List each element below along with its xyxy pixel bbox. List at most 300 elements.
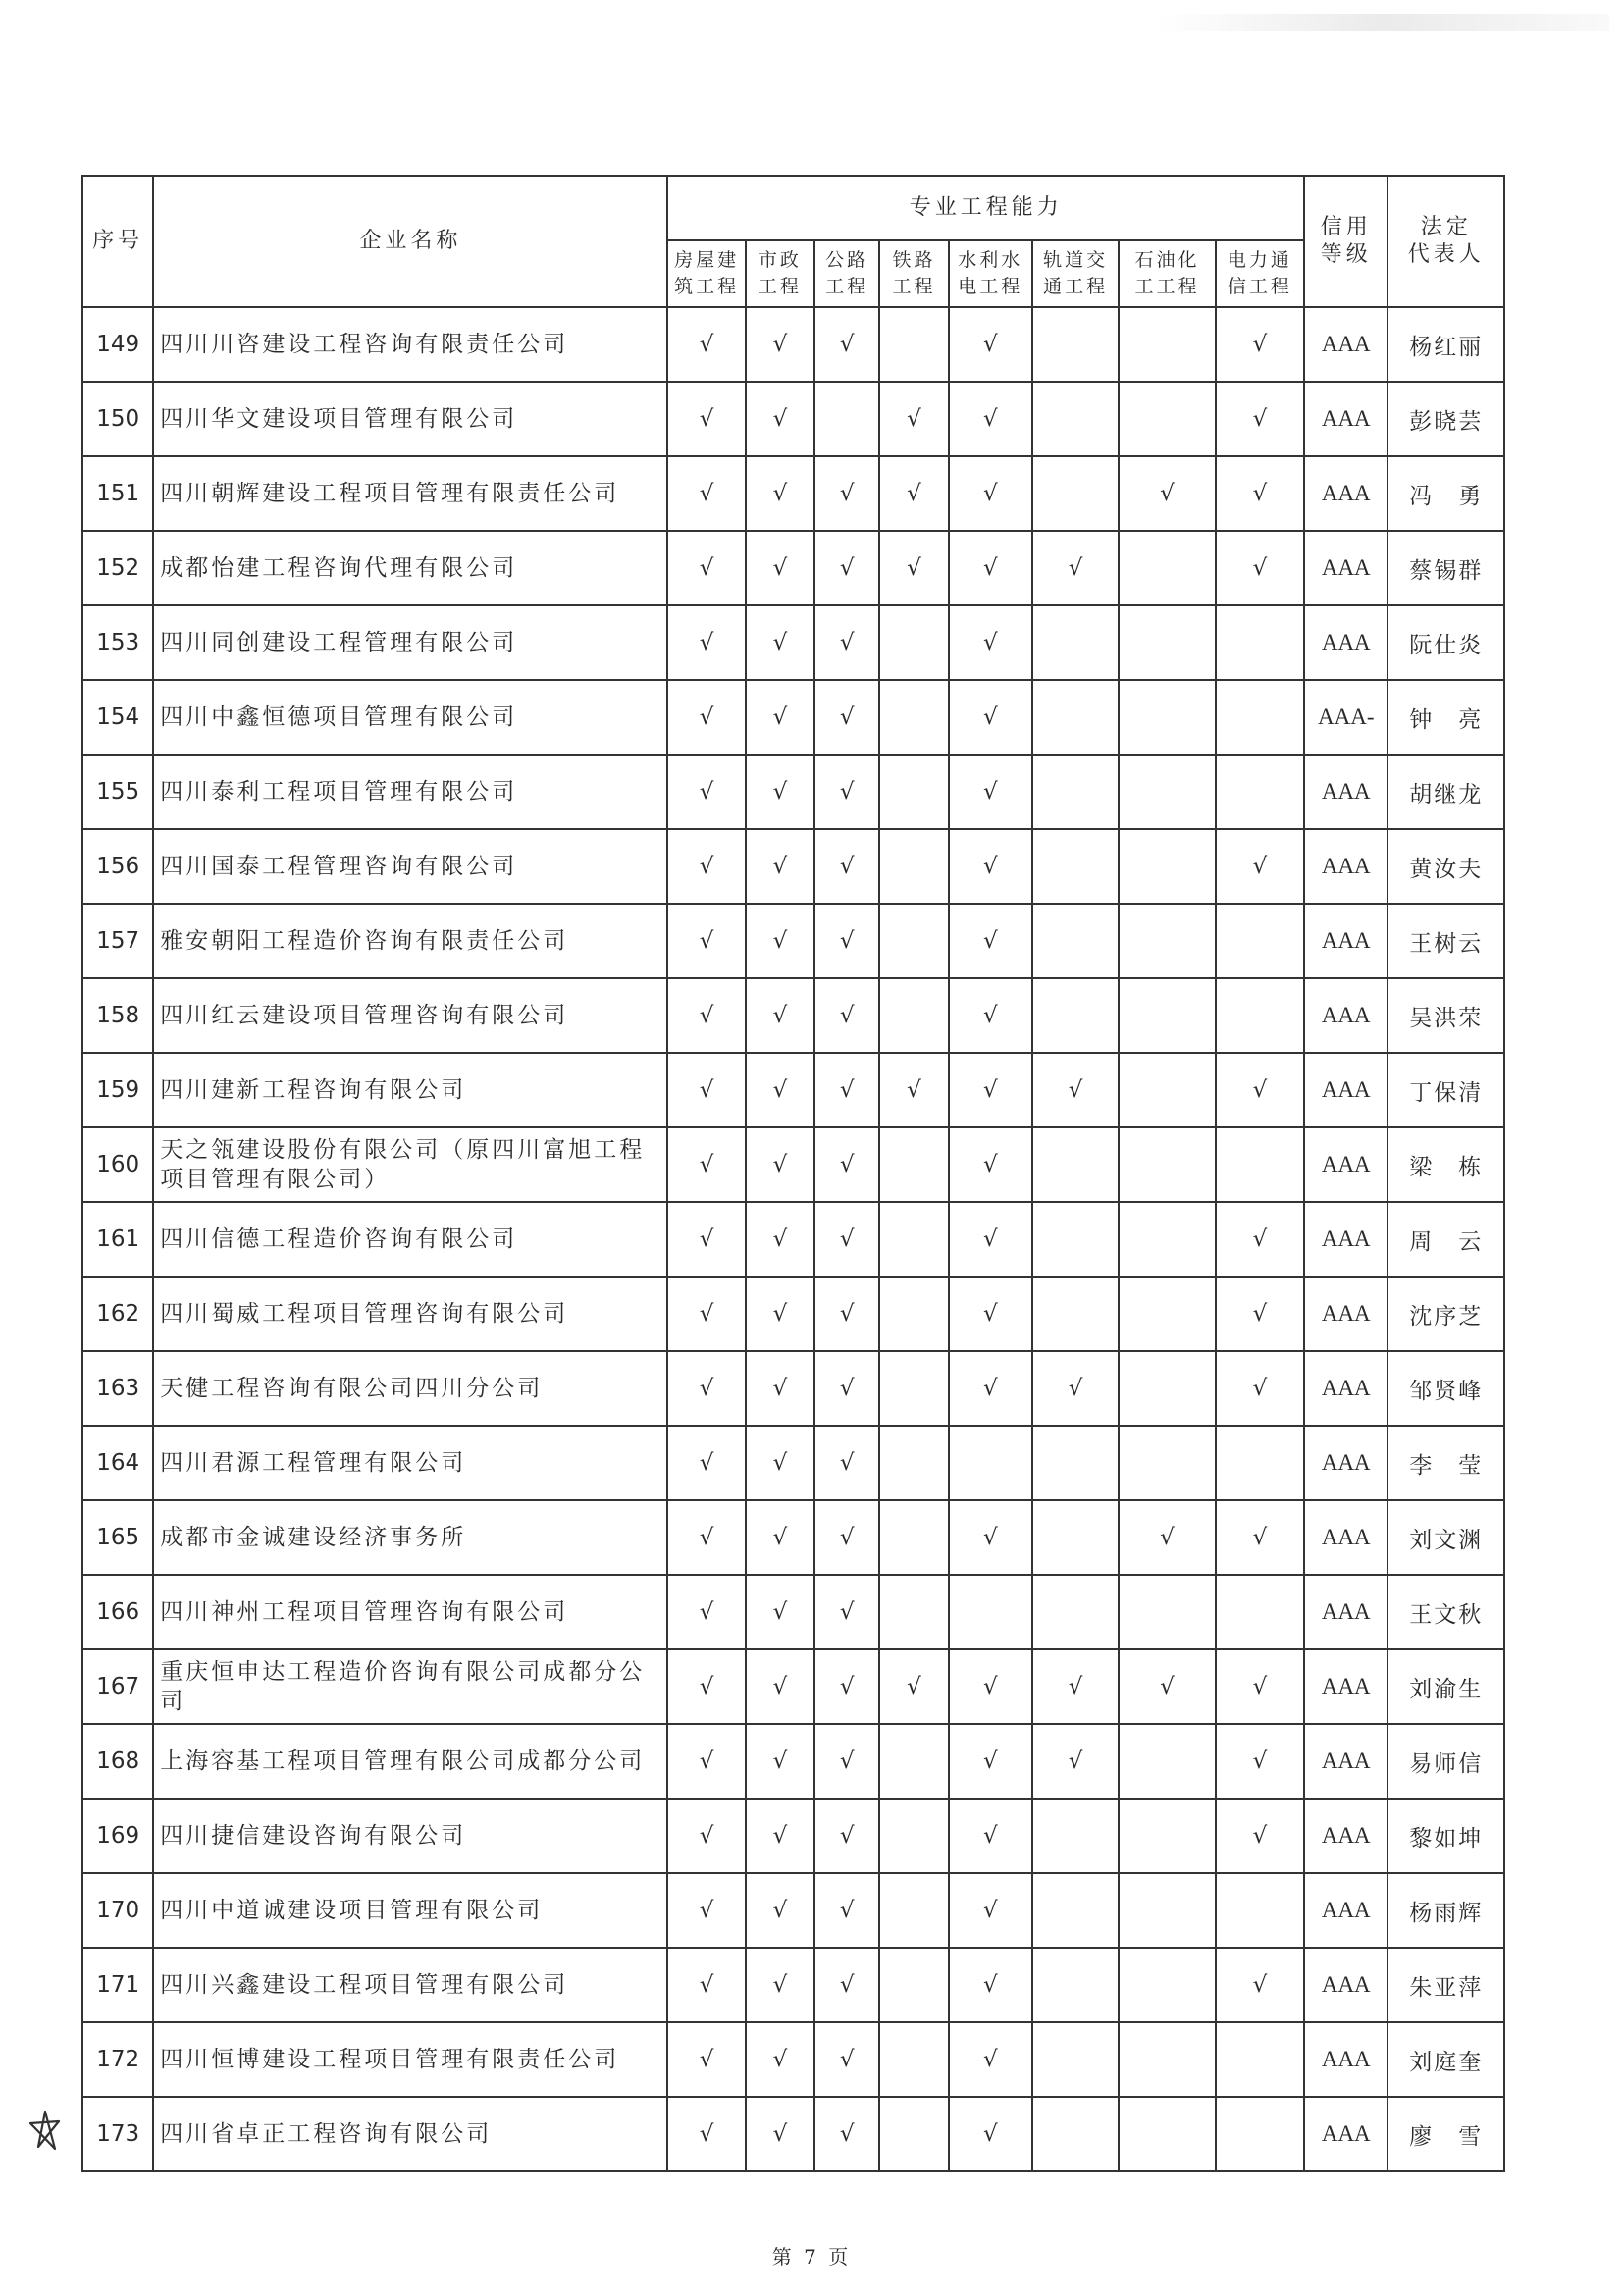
ability-cell bbox=[879, 1127, 948, 1202]
ability-cell bbox=[1032, 1202, 1119, 1277]
table-row bbox=[82, 1277, 1504, 1351]
check-mark: √ bbox=[772, 2047, 788, 2072]
check-mark: √ bbox=[1252, 1077, 1268, 1103]
ability-cell bbox=[814, 1426, 879, 1500]
ability-cell bbox=[814, 978, 879, 1053]
check-mark: √ bbox=[699, 1152, 714, 1177]
check-mark: √ bbox=[839, 332, 855, 357]
ability-cell bbox=[879, 456, 948, 531]
table-row bbox=[82, 1351, 1504, 1426]
check-mark: √ bbox=[839, 1525, 855, 1550]
ability-cell bbox=[1119, 680, 1215, 755]
check-mark: √ bbox=[772, 481, 788, 506]
ability-cell bbox=[1119, 978, 1215, 1053]
credit-rating: AAA bbox=[1304, 1500, 1387, 1575]
ability-cell bbox=[1032, 456, 1119, 531]
check-mark: √ bbox=[699, 1003, 714, 1028]
check-mark: √ bbox=[1252, 1748, 1268, 1774]
check-mark: √ bbox=[982, 1525, 998, 1550]
credit-rating: AAA bbox=[1304, 382, 1387, 456]
ability-cell bbox=[1032, 829, 1119, 904]
ability-cell bbox=[667, 1426, 745, 1500]
ability-cell bbox=[949, 1202, 1032, 1277]
check-mark: √ bbox=[839, 1226, 855, 1252]
company-name: 四川恒博建设工程项目管理有限责任公司 bbox=[153, 2022, 667, 2097]
check-mark: √ bbox=[982, 1823, 998, 1849]
check-mark: √ bbox=[839, 1301, 855, 1327]
check-mark: √ bbox=[982, 481, 998, 506]
check-mark: √ bbox=[772, 1748, 788, 1774]
check-mark: √ bbox=[982, 332, 998, 357]
ability-cell bbox=[667, 1053, 745, 1127]
ability-cell bbox=[746, 2022, 814, 2097]
header-credit: 信用 等级 bbox=[1304, 176, 1387, 307]
check-mark: √ bbox=[772, 779, 788, 805]
ability-cell bbox=[1032, 1799, 1119, 1873]
check-mark: √ bbox=[982, 1972, 998, 1998]
ability-cell bbox=[667, 829, 745, 904]
ability-cell bbox=[814, 829, 879, 904]
ability-cell bbox=[667, 1127, 745, 1202]
header-ability: 专业工程能力 bbox=[667, 176, 1304, 240]
row-number: 162 bbox=[82, 1277, 153, 1351]
ability-cell bbox=[814, 1202, 879, 1277]
check-mark: √ bbox=[907, 1674, 921, 1699]
table-row bbox=[82, 1649, 1504, 1724]
company-name: 四川朝辉建设工程项目管理有限责任公司 bbox=[153, 456, 667, 531]
ability-cell bbox=[814, 1127, 879, 1202]
check-mark: √ bbox=[772, 1525, 788, 1550]
ability-cell bbox=[1032, 1948, 1119, 2022]
company-name: 四川捷信建设咨询有限公司 bbox=[153, 1799, 667, 1873]
credit-rating: AAA bbox=[1304, 605, 1387, 680]
row-number: 163 bbox=[82, 1351, 153, 1426]
ability-cell bbox=[814, 1500, 879, 1575]
check-mark: √ bbox=[699, 1599, 714, 1625]
ability-cell bbox=[879, 978, 948, 1053]
ability-cell bbox=[746, 456, 814, 531]
ability-cell bbox=[1216, 1575, 1304, 1649]
legal-representative: 邹贤峰 bbox=[1387, 1351, 1504, 1426]
table-row bbox=[82, 1948, 1504, 2022]
table-row bbox=[82, 978, 1504, 1053]
credit-rating: AAA bbox=[1304, 1202, 1387, 1277]
row-number: 158 bbox=[82, 978, 153, 1053]
check-mark: √ bbox=[1252, 481, 1268, 506]
ability-cell bbox=[667, 1277, 745, 1351]
check-mark: √ bbox=[772, 1599, 788, 1625]
check-mark: √ bbox=[839, 481, 855, 506]
credit-rating: AAA bbox=[1304, 1873, 1387, 1948]
ability-cell bbox=[879, 1575, 948, 1649]
legal-representative: 杨红丽 bbox=[1387, 307, 1504, 382]
check-mark: √ bbox=[699, 481, 714, 506]
row-number: 155 bbox=[82, 755, 153, 829]
check-mark: √ bbox=[772, 1450, 788, 1476]
ability-cell bbox=[1216, 2022, 1304, 2097]
ability-cell bbox=[746, 1500, 814, 1575]
ability-cell bbox=[949, 307, 1032, 382]
row-number: 169 bbox=[82, 1799, 153, 1873]
check-mark: √ bbox=[1252, 1376, 1268, 1401]
ability-cell bbox=[949, 1426, 1032, 1500]
ability-cell bbox=[814, 1873, 879, 1948]
table-row bbox=[82, 1799, 1504, 1873]
table-row bbox=[82, 531, 1504, 605]
credit-rating: AAA- bbox=[1304, 680, 1387, 755]
legal-representative: 胡继龙 bbox=[1387, 755, 1504, 829]
legal-representative: 朱亚萍 bbox=[1387, 1948, 1504, 2022]
ability-cell bbox=[1119, 1873, 1215, 1948]
ability-cell bbox=[1032, 1873, 1119, 1948]
ability-column-header: 电力通 信工程 bbox=[1216, 240, 1304, 307]
ability-cell bbox=[1216, 456, 1304, 531]
ability-column-header: 公路 工程 bbox=[814, 240, 879, 307]
ability-cell bbox=[949, 1649, 1032, 1724]
ability-cell bbox=[814, 904, 879, 978]
ability-cell bbox=[667, 755, 745, 829]
table-row bbox=[82, 1873, 1504, 1948]
company-name: 四川国泰工程管理咨询有限公司 bbox=[153, 829, 667, 904]
ability-cell bbox=[1032, 1127, 1119, 1202]
check-mark: √ bbox=[699, 332, 714, 357]
ability-cell bbox=[746, 1799, 814, 1873]
ability-cell bbox=[746, 1127, 814, 1202]
ability-cell bbox=[1119, 1053, 1215, 1127]
check-mark: √ bbox=[982, 555, 998, 581]
check-mark: √ bbox=[772, 1376, 788, 1401]
handwritten-star-mark bbox=[26, 2108, 65, 2155]
ability-cell bbox=[879, 1873, 948, 1948]
ability-cell bbox=[746, 1202, 814, 1277]
ability-cell bbox=[949, 755, 1032, 829]
table-row bbox=[82, 1202, 1504, 1277]
ability-cell bbox=[667, 1649, 745, 1724]
ability-cell bbox=[879, 1202, 948, 1277]
check-mark: √ bbox=[839, 630, 855, 655]
header-rep: 法定 代表人 bbox=[1387, 176, 1504, 307]
company-name: 四川华文建设项目管理有限公司 bbox=[153, 382, 667, 456]
ability-cell bbox=[1032, 2097, 1119, 2171]
check-mark: √ bbox=[1252, 1972, 1268, 1998]
legal-representative: 李 莹 bbox=[1387, 1426, 1504, 1500]
credit-rating: AAA bbox=[1304, 1649, 1387, 1724]
ability-cell bbox=[949, 531, 1032, 605]
credit-rating: AAA bbox=[1304, 531, 1387, 605]
check-mark: √ bbox=[699, 2121, 714, 2147]
check-mark: √ bbox=[1252, 332, 1268, 357]
ability-cell bbox=[879, 1351, 948, 1426]
legal-representative: 王树云 bbox=[1387, 904, 1504, 978]
check-mark: √ bbox=[982, 1898, 998, 1923]
check-mark: √ bbox=[1252, 555, 1268, 581]
ability-cell bbox=[1216, 1426, 1304, 1500]
legal-representative: 梁 栋 bbox=[1387, 1127, 1504, 1202]
ability-cell bbox=[1216, 1649, 1304, 1724]
check-mark: √ bbox=[839, 1376, 855, 1401]
company-name: 上海容基工程项目管理有限公司成都分公司 bbox=[153, 1724, 667, 1799]
ability-cell bbox=[1216, 1202, 1304, 1277]
check-mark: √ bbox=[772, 928, 788, 954]
check-mark: √ bbox=[699, 1898, 714, 1923]
table-row bbox=[82, 755, 1504, 829]
check-mark: √ bbox=[982, 1003, 998, 1028]
ability-cell bbox=[1032, 1351, 1119, 1426]
check-mark: √ bbox=[699, 1674, 714, 1699]
ability-cell bbox=[1216, 1724, 1304, 1799]
ability-cell bbox=[1216, 904, 1304, 978]
ability-cell bbox=[879, 680, 948, 755]
check-mark: √ bbox=[839, 1077, 855, 1103]
ability-cell bbox=[746, 904, 814, 978]
check-mark: √ bbox=[699, 1972, 714, 1998]
check-mark: √ bbox=[699, 928, 714, 954]
check-mark: √ bbox=[839, 1823, 855, 1849]
ability-cell bbox=[949, 1351, 1032, 1426]
credit-rating: AAA bbox=[1304, 1277, 1387, 1351]
table-row bbox=[82, 382, 1504, 456]
ability-cell bbox=[1032, 307, 1119, 382]
row-number: 171 bbox=[82, 1948, 153, 2022]
ability-cell bbox=[746, 1277, 814, 1351]
ability-cell bbox=[949, 904, 1032, 978]
ability-cell bbox=[879, 1053, 948, 1127]
row-number: 165 bbox=[82, 1500, 153, 1575]
ability-cell bbox=[1119, 1948, 1215, 2022]
ability-cell bbox=[879, 531, 948, 605]
row-number: 149 bbox=[82, 307, 153, 382]
check-mark: √ bbox=[699, 406, 714, 432]
ability-cell bbox=[879, 904, 948, 978]
ability-cell bbox=[746, 1649, 814, 1724]
company-name: 四川君源工程管理有限公司 bbox=[153, 1426, 667, 1500]
ability-cell bbox=[746, 1948, 814, 2022]
ability-cell bbox=[1216, 382, 1304, 456]
ability-cell bbox=[1119, 2097, 1215, 2171]
company-name: 四川川咨建设工程咨询有限责任公司 bbox=[153, 307, 667, 382]
ability-cell bbox=[1119, 456, 1215, 531]
ability-cell bbox=[814, 1053, 879, 1127]
check-mark: √ bbox=[772, 1003, 788, 1028]
check-mark: √ bbox=[982, 1077, 998, 1103]
ability-cell bbox=[814, 1799, 879, 1873]
row-number: 156 bbox=[82, 829, 153, 904]
check-mark: √ bbox=[982, 704, 998, 730]
check-mark: √ bbox=[839, 555, 855, 581]
table-row bbox=[82, 1575, 1504, 1649]
ability-cell bbox=[879, 307, 948, 382]
ability-cell bbox=[1216, 605, 1304, 680]
credit-rating: AAA bbox=[1304, 1575, 1387, 1649]
ability-column-header: 石油化 工工程 bbox=[1119, 240, 1215, 307]
credit-rating: AAA bbox=[1304, 307, 1387, 382]
check-mark: √ bbox=[699, 1525, 714, 1550]
ability-cell bbox=[949, 1277, 1032, 1351]
ability-cell bbox=[949, 1799, 1032, 1873]
header-seq: 序号 bbox=[82, 176, 153, 307]
table-row bbox=[82, 1500, 1504, 1575]
check-mark: √ bbox=[907, 555, 921, 581]
row-number: 167 bbox=[82, 1649, 153, 1724]
ability-cell bbox=[667, 2097, 745, 2171]
ability-cell bbox=[1032, 531, 1119, 605]
company-name: 四川中道诚建设项目管理有限公司 bbox=[153, 1873, 667, 1948]
check-mark: √ bbox=[982, 630, 998, 655]
ability-cell bbox=[667, 1873, 745, 1948]
company-name: 四川信德工程造价咨询有限公司 bbox=[153, 1202, 667, 1277]
ability-cell bbox=[814, 680, 879, 755]
ability-cell bbox=[879, 1799, 948, 1873]
check-mark: √ bbox=[699, 630, 714, 655]
table-row bbox=[82, 1053, 1504, 1127]
legal-representative: 杨雨辉 bbox=[1387, 1873, 1504, 1948]
legal-representative: 刘庭奎 bbox=[1387, 2022, 1504, 2097]
check-mark: √ bbox=[1252, 1525, 1268, 1550]
ability-cell bbox=[814, 1277, 879, 1351]
ability-cell bbox=[1216, 829, 1304, 904]
ability-cell bbox=[746, 1575, 814, 1649]
ability-cell bbox=[1032, 1053, 1119, 1127]
company-name: 四川泰利工程项目管理有限公司 bbox=[153, 755, 667, 829]
ability-cell bbox=[814, 456, 879, 531]
ability-cell bbox=[879, 1724, 948, 1799]
ability-cell bbox=[1032, 605, 1119, 680]
company-name: 四川中鑫恒德项目管理有限公司 bbox=[153, 680, 667, 755]
check-mark: √ bbox=[699, 854, 714, 879]
ability-cell bbox=[814, 1724, 879, 1799]
header-company: 企业名称 bbox=[153, 176, 667, 307]
check-mark: √ bbox=[839, 779, 855, 805]
legal-representative: 沈序芝 bbox=[1387, 1277, 1504, 1351]
ability-cell bbox=[814, 755, 879, 829]
enterprise-table bbox=[81, 175, 1505, 2172]
table-row bbox=[82, 1127, 1504, 1202]
check-mark: √ bbox=[699, 2047, 714, 2072]
ability-cell bbox=[949, 605, 1032, 680]
company-name: 四川省卓正工程咨询有限公司 bbox=[153, 2097, 667, 2171]
ability-cell bbox=[667, 904, 745, 978]
ability-cell bbox=[1216, 1351, 1304, 1426]
ability-cell bbox=[1119, 829, 1215, 904]
check-mark: √ bbox=[839, 1898, 855, 1923]
ability-cell bbox=[1032, 1500, 1119, 1575]
ability-cell bbox=[1032, 1724, 1119, 1799]
legal-representative: 丁保清 bbox=[1387, 1053, 1504, 1127]
ability-cell bbox=[879, 1500, 948, 1575]
ability-cell bbox=[814, 1575, 879, 1649]
row-number: 170 bbox=[82, 1873, 153, 1948]
ability-cell bbox=[746, 1724, 814, 1799]
check-mark: √ bbox=[772, 1301, 788, 1327]
check-mark: √ bbox=[839, 854, 855, 879]
check-mark: √ bbox=[982, 2047, 998, 2072]
legal-representative: 阮仕炎 bbox=[1387, 605, 1504, 680]
ability-cell bbox=[814, 2022, 879, 2097]
check-mark: √ bbox=[772, 704, 788, 730]
row-number: 153 bbox=[82, 605, 153, 680]
table-row bbox=[82, 904, 1504, 978]
ability-column-header: 房屋建 筑工程 bbox=[667, 240, 745, 307]
ability-cell bbox=[1119, 1127, 1215, 1202]
ability-cell bbox=[1216, 1053, 1304, 1127]
check-mark: √ bbox=[982, 928, 998, 954]
check-mark: √ bbox=[982, 1748, 998, 1774]
check-mark: √ bbox=[699, 779, 714, 805]
legal-representative: 周 云 bbox=[1387, 1202, 1504, 1277]
check-mark: √ bbox=[839, 704, 855, 730]
row-number: 161 bbox=[82, 1202, 153, 1277]
row-number: 157 bbox=[82, 904, 153, 978]
check-mark: √ bbox=[699, 1376, 714, 1401]
ability-cell bbox=[667, 382, 745, 456]
table-row bbox=[82, 1426, 1504, 1500]
ability-cell bbox=[667, 1799, 745, 1873]
check-mark: √ bbox=[699, 1226, 714, 1252]
check-mark: √ bbox=[699, 555, 714, 581]
table-row bbox=[82, 307, 1504, 382]
company-name: 四川兴鑫建设工程项目管理有限公司 bbox=[153, 1948, 667, 2022]
company-name: 天健工程咨询有限公司四川分公司 bbox=[153, 1351, 667, 1426]
credit-rating: AAA bbox=[1304, 2097, 1387, 2171]
check-mark: √ bbox=[839, 2047, 855, 2072]
check-mark: √ bbox=[699, 1077, 714, 1103]
ability-cell bbox=[1216, 307, 1304, 382]
ability-cell bbox=[667, 1351, 745, 1426]
ability-cell bbox=[1119, 531, 1215, 605]
check-mark: √ bbox=[1160, 481, 1175, 506]
company-name: 重庆恒申达工程造价咨询有限公司成都分公司 bbox=[153, 1649, 667, 1724]
check-mark: √ bbox=[982, 406, 998, 432]
credit-rating: AAA bbox=[1304, 1948, 1387, 2022]
check-mark: √ bbox=[1252, 854, 1268, 879]
ability-cell bbox=[667, 680, 745, 755]
ability-cell bbox=[1216, 1277, 1304, 1351]
check-mark: √ bbox=[772, 2121, 788, 2147]
legal-representative: 黄汝夫 bbox=[1387, 829, 1504, 904]
ability-cell bbox=[949, 978, 1032, 1053]
ability-cell bbox=[949, 1053, 1032, 1127]
ability-cell bbox=[879, 829, 948, 904]
legal-representative: 吴洪荣 bbox=[1387, 978, 1504, 1053]
ability-cell bbox=[1216, 531, 1304, 605]
credit-rating: AAA bbox=[1304, 1724, 1387, 1799]
check-mark: √ bbox=[982, 1376, 998, 1401]
ability-cell bbox=[1032, 680, 1119, 755]
company-name: 四川神州工程项目管理咨询有限公司 bbox=[153, 1575, 667, 1649]
check-mark: √ bbox=[699, 1748, 714, 1774]
ability-cell bbox=[1119, 605, 1215, 680]
ability-cell bbox=[1216, 1127, 1304, 1202]
legal-representative: 易师信 bbox=[1387, 1724, 1504, 1799]
check-mark: √ bbox=[772, 332, 788, 357]
check-mark: √ bbox=[982, 854, 998, 879]
ability-cell bbox=[1032, 2022, 1119, 2097]
check-mark: √ bbox=[1068, 1077, 1083, 1103]
ability-cell bbox=[1216, 1799, 1304, 1873]
row-number: 160 bbox=[82, 1127, 153, 1202]
check-mark: √ bbox=[839, 1748, 855, 1774]
legal-representative: 蔡锡群 bbox=[1387, 531, 1504, 605]
company-name: 雅安朝阳工程造价咨询有限责任公司 bbox=[153, 904, 667, 978]
ability-cell bbox=[1119, 904, 1215, 978]
ability-cell bbox=[746, 2097, 814, 2171]
check-mark: √ bbox=[699, 1823, 714, 1849]
credit-rating: AAA bbox=[1304, 1799, 1387, 1873]
ability-cell bbox=[667, 978, 745, 1053]
ability-cell bbox=[949, 1575, 1032, 1649]
ability-cell bbox=[814, 2097, 879, 2171]
company-name: 成都市金诚建设经济事务所 bbox=[153, 1500, 667, 1575]
